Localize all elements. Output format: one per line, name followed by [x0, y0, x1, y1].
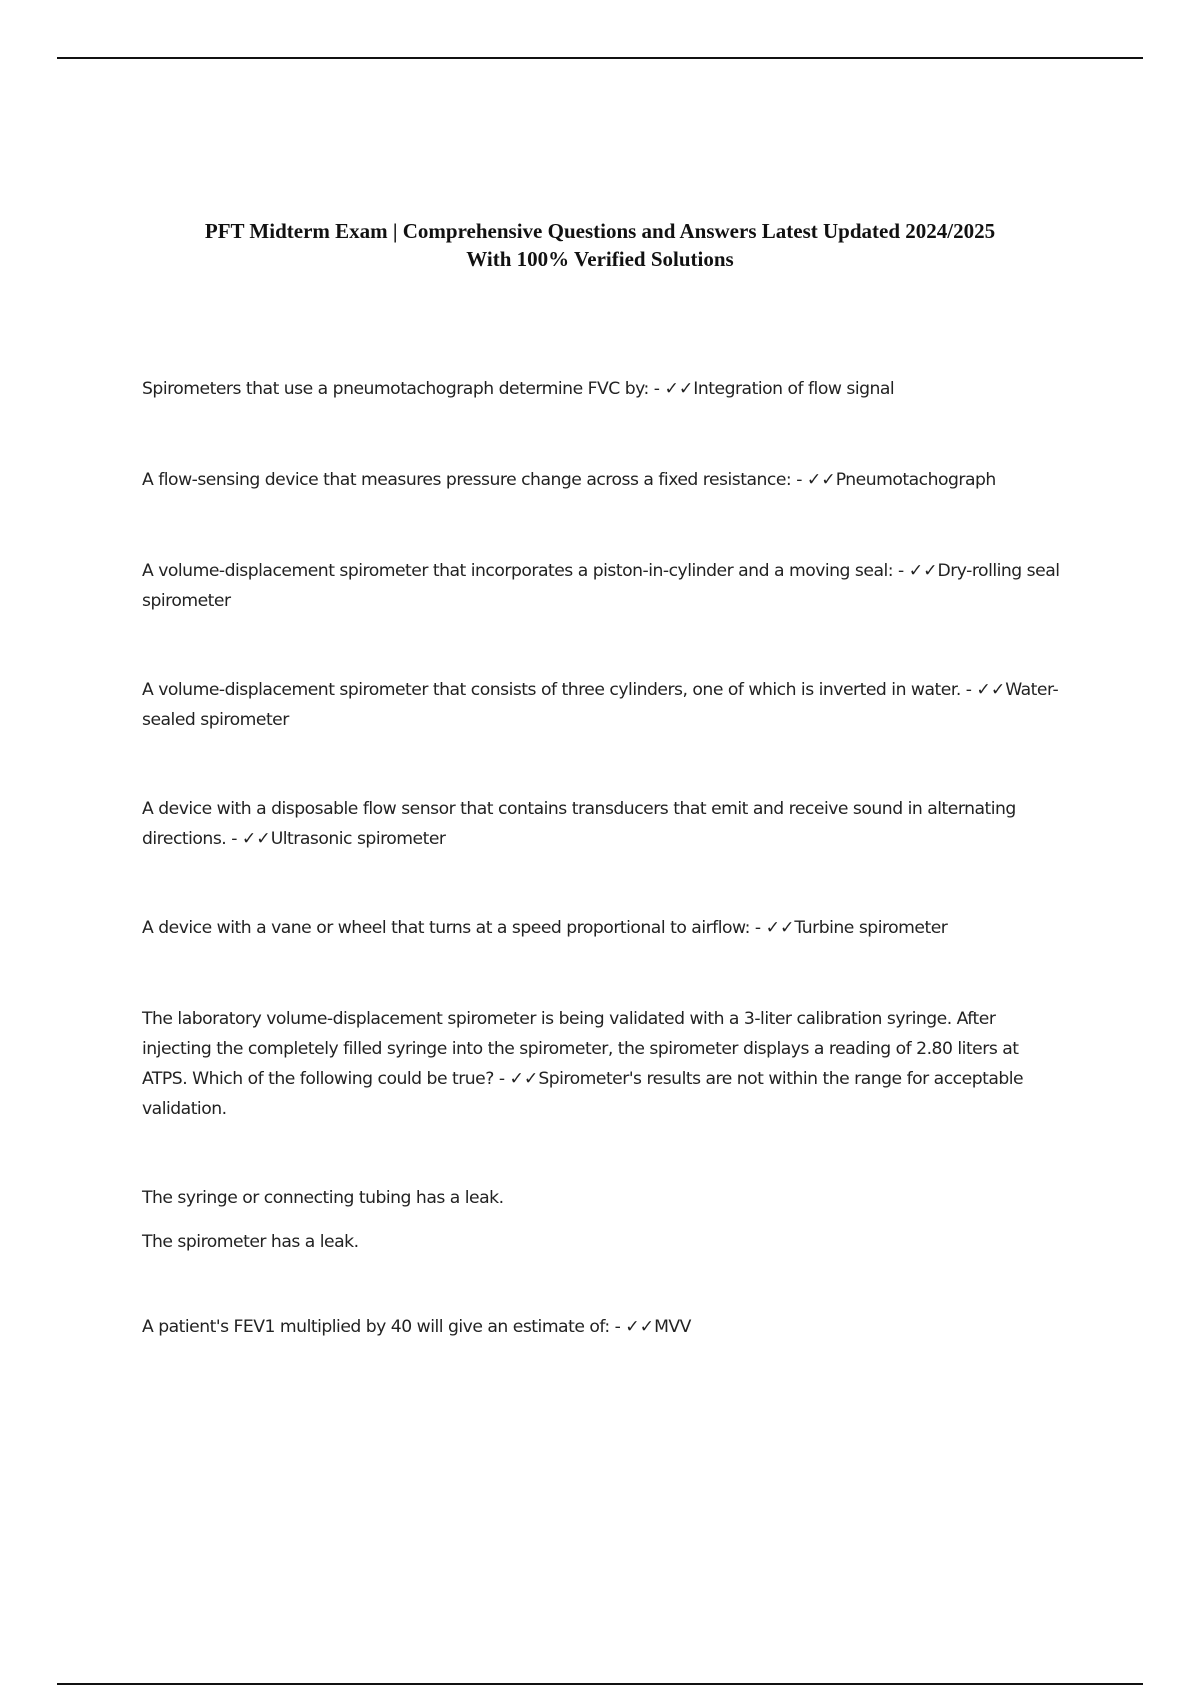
document-title [100, 217, 1100, 273]
qa-text [142, 374, 1062, 404]
separator: - [493, 1069, 510, 1089]
answer-text: Water-sealed spirometer [142, 680, 1059, 730]
check-mark-icon: ✓✓ [908, 561, 938, 581]
qa-item [142, 465, 1062, 495]
qa-item [142, 374, 1062, 404]
question-text: Spirometers that use a pneumotachograph determine FVC by: [142, 379, 649, 399]
qa-item [142, 1004, 1062, 1124]
check-mark-icon: ✓✓ [976, 680, 1006, 700]
question-text: A volume-displacement spirometer that incorporates a piston-in-cylinder and a moving seal: [142, 561, 894, 581]
qa-text [142, 794, 1062, 854]
check-mark-icon: ✓✓ [765, 918, 795, 938]
question-text: The laboratory volume-displacement spirometer is being validated with a 3-liter calibration syringe. After injecting the completely filled syringe into the spirometer, the spirometer displays a reading of 2.80 liters at ATPS. Which of the following could be true? [142, 1009, 1019, 1089]
answer-text: Spirometer's results are not within the range for acceptable validation. [142, 1069, 1024, 1119]
qa-item [142, 675, 1062, 735]
separator: - [893, 561, 909, 581]
note-line: The spirometer has a leak. [142, 1232, 359, 1252]
answer-text: Dry-rolling seal spirometer [142, 561, 1060, 611]
qa-text [142, 556, 1062, 616]
separator: - [648, 379, 665, 399]
qa-item [142, 1312, 1062, 1342]
check-mark-icon: ✓✓ [806, 470, 836, 490]
separator: - [960, 680, 977, 700]
check-mark-icon: ✓✓ [664, 379, 694, 399]
answer-text: Integration of flow signal [693, 379, 895, 399]
qa-text [142, 465, 1062, 495]
qa-content [142, 374, 1062, 1401]
qa-text [142, 675, 1062, 735]
separator: - [609, 1317, 626, 1337]
qa-item [142, 556, 1062, 616]
separator: - [791, 470, 807, 490]
check-mark-icon: ✓✓ [241, 829, 271, 849]
title-line-2: With 100% Verified Solutions [466, 247, 734, 271]
qa-item [142, 913, 1062, 943]
qa-item [142, 794, 1062, 854]
check-mark-icon: ✓✓ [509, 1069, 539, 1089]
question-text: A patient's FEV1 multiplied by 40 will give an estimate of: [142, 1317, 610, 1337]
separator: - [226, 829, 242, 849]
qa-text [142, 913, 1062, 943]
note-line: The syringe or connecting tubing has a leak. [142, 1188, 504, 1208]
title-line-1: PFT Midterm Exam | Comprehensive Questions and Answers Latest Updated 2024/2025 [204, 219, 996, 243]
qa-text [142, 1312, 1062, 1342]
question-text: A flow-sensing device that measures pressure change across a fixed resistance: [142, 470, 792, 490]
bottom-rule [57, 1683, 1143, 1685]
question-text: A volume-displacement spirometer that consists of three cylinders, one of which is inverted in water. [142, 680, 961, 700]
answer-text: Ultrasonic spirometer [270, 829, 446, 849]
answer-text: Turbine spirometer [794, 918, 948, 938]
answer-text: MVV [654, 1317, 691, 1337]
top-rule [57, 57, 1143, 59]
answer-text: Pneumotachograph [835, 470, 996, 490]
check-mark-icon: ✓✓ [625, 1317, 655, 1337]
qa-text [142, 1004, 1062, 1124]
question-text: A device with a disposable flow sensor that contains transducers that emit and receive sound in alternating directions. [142, 799, 1016, 849]
answer-notes [142, 1183, 1062, 1257]
separator: - [749, 918, 766, 938]
question-text: A device with a vane or wheel that turns at a speed proportional to airflow: [142, 918, 750, 938]
